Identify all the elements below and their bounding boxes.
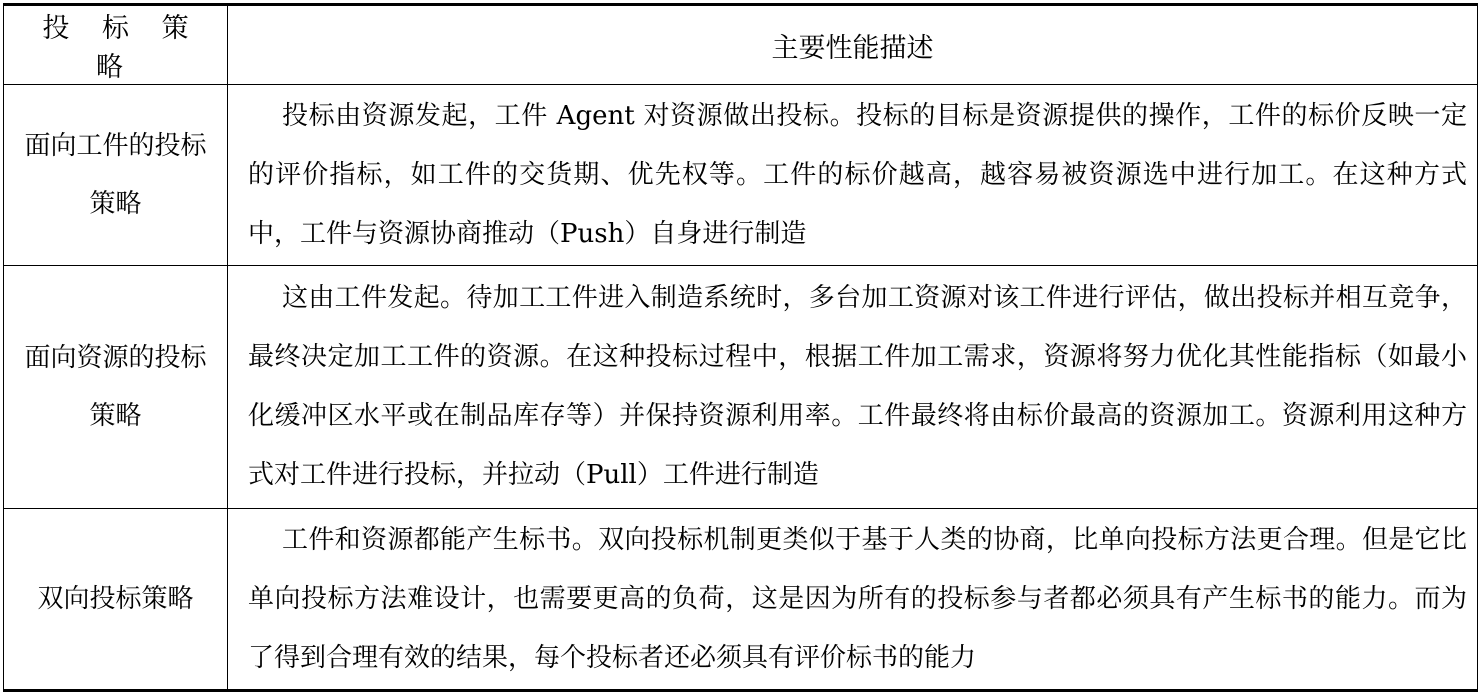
strategy-description: 工件和资源都能产生标书。双向投标机制更类似于基于人类的协商，比单向投标方法更合理。但是它比单向投标方法难设计，也需要更高的负荷，这是因为所有的投标参与者都必须具有产生标书的能力。而为了得到合理有效的结果，每个投标者还必须具有评价标书的能力 (248, 524, 1467, 673)
header-strategy: 投 标 策 略 (4, 5, 228, 85)
strategy-name: 面向资源的投标策略 (24, 343, 207, 431)
table-row (4, 266, 1478, 509)
strategy-cell (4, 266, 228, 509)
description-cell (228, 266, 1478, 509)
strategy-name: 面向工件的投标策略 (24, 131, 207, 219)
description-cell (228, 85, 1478, 266)
strategy-name: 双向投标策略 (37, 584, 194, 614)
strategy-cell (4, 85, 228, 266)
strategy-description: 投标由资源发起，工件 Agent 对资源做出投标。投标的目标是资源提供的操作，工件的标价反映一定的评价指标，如工件的交货期、优先权等。工件的标价越高，越容易被资源选中进行加工。在这种方式中，工件与资源协商推动（Push）自身进行制造 (248, 100, 1467, 249)
description-cell (228, 509, 1478, 691)
strategy-description: 这由工件发起。待加工工件进入制造系统时，多台加工资源对该工件进行评估，做出投标并相互竞争，最终决定加工工件的资源。在这种投标过程中，根据工件加工需求，资源将努力优化其性能指标（如最小化缓冲区水平或在制品库存等）并保持资源利用率。工件最终将由标价最高的资源加工。资源利用这种方式对工件进行投标，并拉动（Pull）工件进行制造 (248, 283, 1467, 490)
strategy-cell (4, 509, 228, 691)
table-header-row (4, 5, 1478, 85)
table-row (4, 85, 1478, 266)
header-description: 主要性能描述 (228, 5, 1478, 85)
table-row (4, 509, 1478, 691)
strategy-table (3, 3, 1478, 692)
